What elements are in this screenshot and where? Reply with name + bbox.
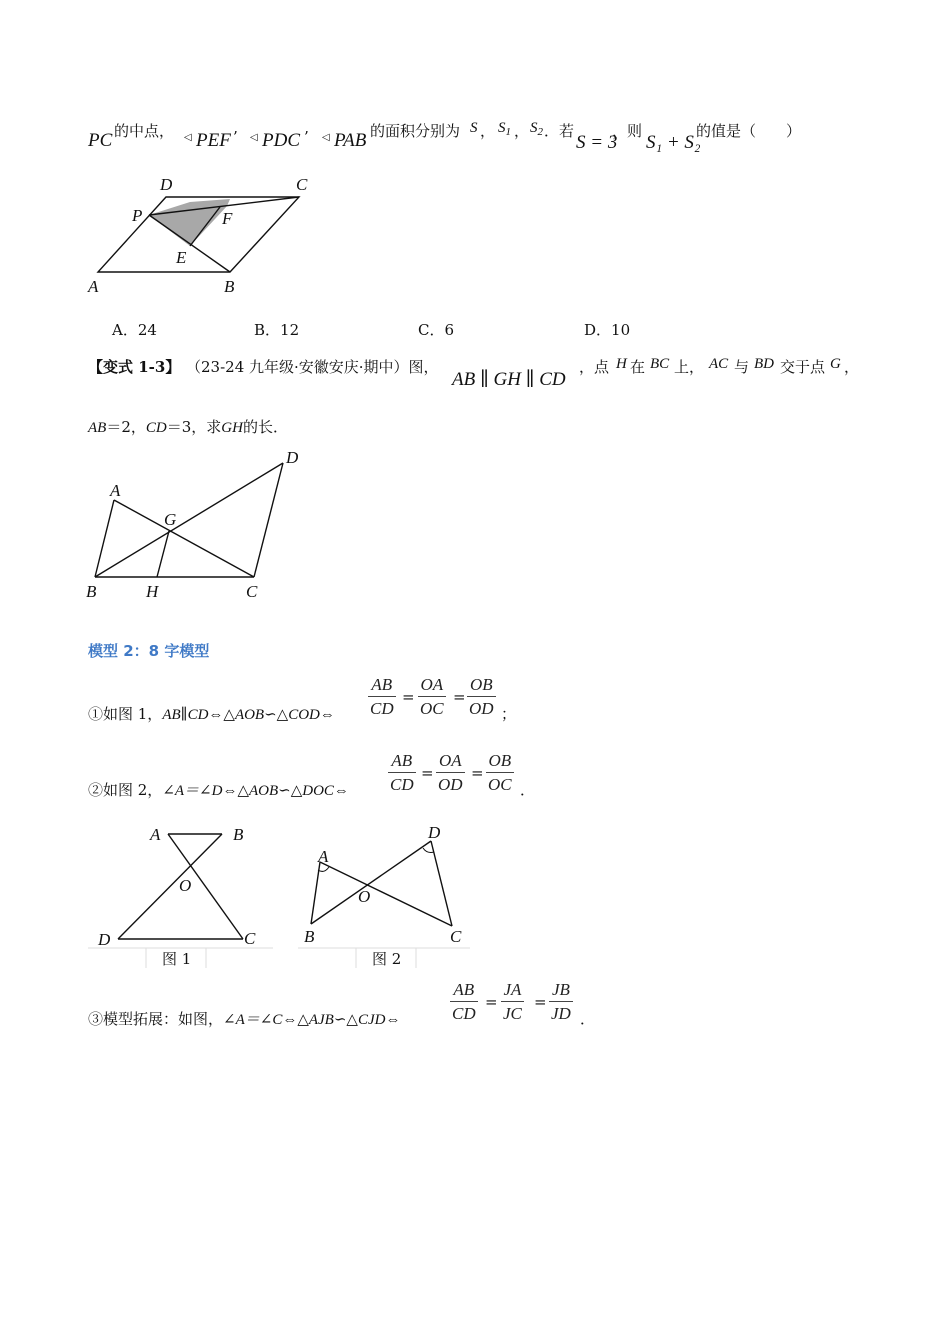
problem-line-1: [88, 118, 868, 158]
item3-prefix: ③模型拓展：如图，: [88, 1010, 224, 1028]
comma: ’: [304, 128, 309, 146]
label-d: D: [428, 823, 441, 842]
option-d[interactable]: D．10: [584, 321, 631, 339]
segment-ac: [114, 500, 254, 577]
variant-text4: 与: [734, 358, 750, 376]
label-a: A: [110, 481, 121, 500]
midpoint-text: 的中点，: [114, 122, 175, 140]
areas-text: 的面积分别为: [370, 122, 461, 140]
item3-fraction-1: $\frac{AB}{CD}$: [452, 980, 476, 1023]
figure-1: [88, 818, 273, 973]
variant-line-2: [88, 416, 288, 437]
figure-2: [298, 818, 478, 973]
label-c: C: [296, 175, 308, 194]
variant-source: （23-24 九年级·安徽安庆·期中）图，: [186, 358, 439, 376]
point-g: G: [830, 356, 841, 372]
triangle-icon: ◁: [250, 132, 258, 143]
label-d: D: [160, 175, 173, 194]
label-h: H: [146, 582, 159, 601]
label-c: C: [244, 929, 256, 948]
variant-end: 的长．: [242, 418, 288, 436]
segment-bd: BD: [754, 356, 774, 372]
label-c: C: [450, 927, 462, 946]
option-b[interactable]: B．12: [254, 321, 300, 339]
label-e: E: [176, 248, 187, 267]
label-a: A: [88, 277, 99, 296]
item2-end: ．: [520, 781, 536, 799]
figure-1-caption: 图 1: [162, 950, 192, 968]
if-text: ．若: [544, 122, 575, 140]
segment-bd: [311, 841, 431, 924]
segment-cd: CD: [145, 420, 167, 436]
ask-s1-plus-s2: S₁ + S₂: [646, 132, 701, 153]
figure-2-caption: 图 2: [372, 950, 402, 968]
segment-bd: [118, 834, 222, 939]
variant-text3: 上，: [674, 358, 705, 376]
area-s1: $S_1$: [498, 120, 511, 138]
option-a[interactable]: A．24: [112, 321, 157, 339]
variant-text2: 在: [630, 358, 646, 376]
equals-sign: =: [421, 764, 434, 782]
item3-fraction-2: $\frac{JA}{JC}$: [503, 980, 522, 1023]
item3-fraction-3: $\frac{JB}{JD}$: [551, 980, 571, 1023]
segment-ac: AC: [709, 356, 729, 372]
parallel-statement: AB ∥ GH ∥ CD: [452, 369, 566, 390]
label-b: B: [233, 825, 244, 844]
label-o: O: [358, 887, 371, 906]
item1-fraction-1: $\frac{AB}{CD}$: [370, 675, 394, 718]
model-heading: 模型 2：8 字模型: [88, 642, 210, 660]
label-b: B: [224, 277, 235, 296]
variant-text5: 交于点: [780, 358, 826, 376]
segment-dc: [431, 841, 452, 926]
label-d: D: [286, 448, 299, 467]
item2-text: [88, 779, 349, 800]
separator: ，: [480, 122, 496, 140]
item3-statement: ∠A＝∠C⇔△AJB∽△CJD⇔: [223, 1012, 401, 1028]
label-o: O: [179, 876, 192, 895]
item2-fraction-3: $\frac{OB}{OC}$: [488, 751, 512, 794]
point-h: H: [616, 356, 627, 372]
label-f: F: [222, 209, 233, 228]
label-a: A: [318, 847, 329, 866]
equals-sign: =: [453, 688, 466, 706]
triangle-pdc: PDC: [262, 130, 300, 151]
variant-text6: ，: [844, 358, 860, 376]
value-text: 的值是（ ）: [696, 122, 802, 140]
equals-sign: =: [471, 764, 484, 782]
item1-end: ；: [501, 705, 517, 723]
variant-text1: ，点: [579, 358, 610, 376]
variant-line-1: [88, 356, 868, 396]
area-s2: $S_2$: [530, 120, 543, 138]
item3-text: [88, 1008, 400, 1029]
label-c: C: [246, 582, 258, 601]
cd-value: ＝3，求: [166, 418, 222, 436]
option-c[interactable]: C．6: [418, 321, 455, 339]
segment-ab: [311, 862, 320, 924]
segment-ab: AB: [88, 420, 107, 436]
then-text: ，则: [612, 122, 643, 140]
item3-end: ．: [580, 1010, 596, 1028]
item2-fraction-2: $\frac{OA}{OD}$: [438, 751, 463, 794]
segment-gh: GH: [221, 420, 243, 436]
separator: ，: [514, 122, 530, 140]
item1-statement: AB∥CD⇔△AOB∽△COD⇔: [162, 707, 335, 723]
item2-fraction-1: $\frac{AB}{CD}$: [390, 751, 414, 794]
segment-ab: [95, 500, 114, 577]
item1-fraction-3: $\frac{OB}{OD}$: [469, 675, 494, 718]
item2-statement: ∠A＝∠D⇔△AOB∽△DOC⇔: [162, 783, 349, 799]
item2-prefix: ②如图 2，: [88, 781, 163, 799]
label-g: G: [164, 510, 177, 529]
triangle-icon: ◁: [322, 132, 330, 143]
given-s-equals-3: S = 3: [576, 132, 618, 153]
item1-fraction-2: $\frac{OA}{OC}$: [420, 675, 444, 718]
item1-text: [88, 703, 335, 724]
equals-sign: =: [534, 993, 547, 1011]
area-s: S: [470, 120, 478, 136]
ab-value: ＝2，: [106, 418, 146, 436]
variant-figure: [80, 445, 320, 605]
label-p: P: [132, 206, 143, 225]
segment-bd: [95, 463, 283, 577]
triangle-pab: PAB: [334, 130, 367, 151]
label-a: A: [150, 825, 161, 844]
equals-sign: =: [485, 993, 498, 1011]
variant-tag: 【变式 1-3】: [88, 358, 181, 376]
segment-cd: [254, 463, 283, 577]
equals-sign: =: [402, 688, 415, 706]
label-b: B: [304, 927, 315, 946]
parallelogram-figure: [80, 170, 340, 300]
item1-prefix: ①如图 1，: [88, 705, 163, 723]
segment-bc: BC: [650, 356, 670, 372]
segment-pc: PC: [88, 130, 113, 151]
comma: ’: [233, 128, 238, 146]
triangle-pef: PEF: [196, 130, 231, 151]
triangle-icon: ◁: [184, 132, 192, 143]
label-d: D: [98, 930, 111, 949]
label-b: B: [86, 582, 97, 601]
